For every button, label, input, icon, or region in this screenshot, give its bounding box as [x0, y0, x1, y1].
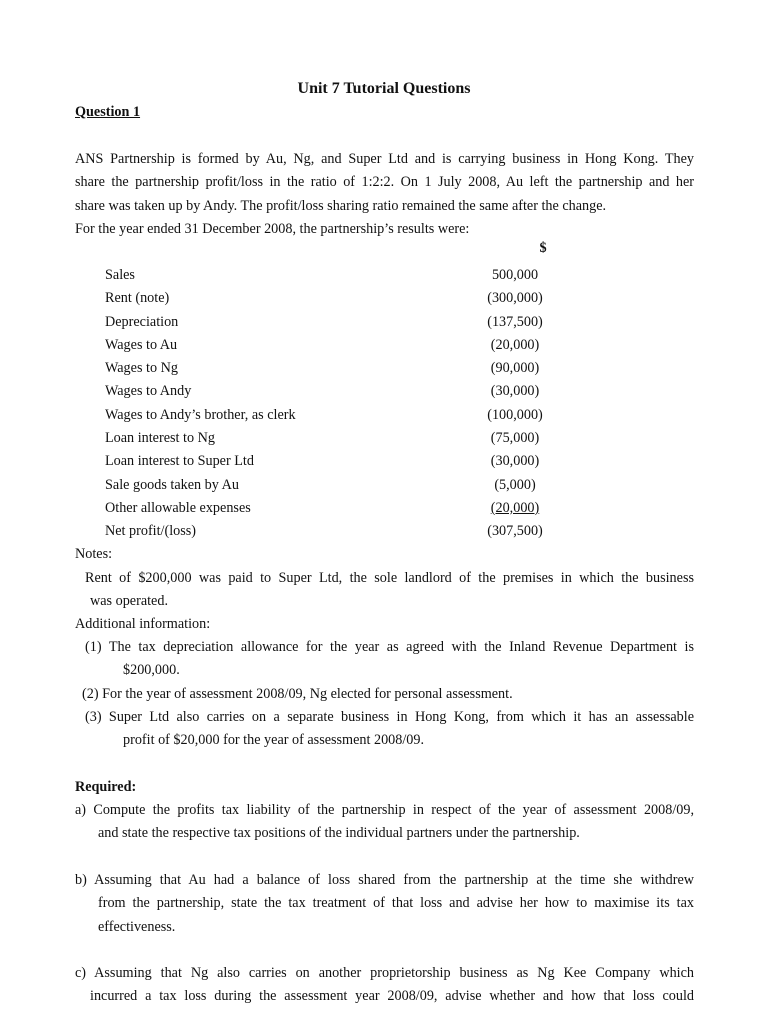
row-amount: (20,000)	[490, 336, 540, 353]
table-row	[105, 520, 575, 543]
table-row	[105, 334, 575, 357]
table-row	[105, 380, 575, 403]
row-item: Sale goods taken by Au	[105, 476, 239, 493]
additional-item-text: (1) The tax depreciation allowance for the year as agreed with the Inland Revenue Department is	[85, 639, 694, 655]
required-item-text: b) Assuming that Au had a balance of loss shared from the partnership at the time she withdrew	[75, 872, 694, 888]
row-amount-underlined: (20,000)	[490, 499, 540, 516]
row-amount: (300,000)	[487, 290, 543, 307]
table-row	[105, 287, 575, 310]
table-row	[105, 264, 575, 287]
table-row	[105, 427, 575, 450]
required-item-b	[75, 869, 694, 939]
additional-item-continuation: $200,000.	[123, 662, 180, 679]
results-table	[105, 264, 575, 544]
intro-paragraph	[75, 148, 694, 242]
required-item-a	[75, 799, 694, 846]
required-item-continuation: and state the respective tax positions of the individual partners under the partnership.	[98, 825, 580, 842]
additional-item-continuation: profit of $20,000 for the year of assessment 2008/09.	[123, 732, 425, 749]
required-item-c	[75, 962, 694, 1009]
table-row	[105, 474, 575, 497]
question-heading: Question 1	[75, 104, 141, 120]
notes-label: Notes:	[75, 546, 113, 562]
note-line: was operated.	[90, 593, 168, 610]
row-item: Wages to Ng	[105, 360, 178, 377]
row-amount: (75,000)	[490, 430, 540, 447]
row-amount: (307,500)	[487, 523, 543, 540]
table-row	[105, 497, 575, 520]
row-amount: 500,000	[491, 267, 539, 283]
required-item-continuation: from the partnership, state the tax treatment of that loss and advise her how to maximise its tax	[98, 895, 694, 912]
additional-info-label: Additional information:	[75, 616, 211, 632]
row-item: Other allowable expenses	[105, 499, 251, 516]
row-amount: (5,000)	[494, 476, 536, 493]
row-amount: (137,500)	[487, 313, 543, 330]
row-item: Wages to Au	[105, 336, 178, 353]
additional-item	[75, 683, 694, 706]
page-title: Unit 7 Tutorial Questions	[297, 80, 471, 97]
note-paragraph	[75, 567, 694, 614]
required-item-text: a) Compute the profits tax liability of the partnership in respect of the year of assessment 2008/09,	[75, 802, 694, 818]
table-row	[105, 404, 575, 427]
table-row	[105, 450, 575, 473]
required-label: Required:	[75, 779, 137, 795]
row-item: Net profit/(loss)	[105, 523, 197, 540]
currency-header: $	[539, 240, 547, 256]
required-item-continuation: effectiveness.	[98, 918, 176, 935]
required-item-text: c) Assuming that Ng also carries on another proprietorship business as Ng Kee Company which	[75, 965, 694, 981]
row-amount: (100,000)	[487, 406, 543, 423]
row-item: Wages to Andy	[105, 383, 192, 400]
row-item: Wages to Andy’s brother, as clerk	[105, 406, 296, 423]
row-amount: (30,000)	[490, 383, 540, 400]
row-amount	[455, 497, 575, 520]
additional-item-text: (3) Super Ltd also carries on a separate business in Hong Kong, from which it has an assessable	[85, 709, 694, 725]
row-item: Loan interest to Ng	[105, 430, 215, 447]
row-item: Loan interest to Super Ltd	[105, 453, 254, 470]
row-item: Sales	[105, 267, 135, 283]
row-amount: (30,000)	[490, 453, 540, 470]
intro-line: ANS Partnership is formed by Au, Ng, and Super Ltd and is carrying business in Hong Kong. They	[75, 151, 694, 167]
table-row	[105, 357, 575, 380]
intro-line: For the year ended 31 December 2008, the partnership’s results were:	[75, 221, 470, 238]
row-item: Depreciation	[105, 313, 179, 330]
row-amount: (90,000)	[490, 360, 540, 377]
intro-line: share the partnership profit/loss in the ratio of 1:2:2. On 1 July 2008, Au left the partnership and her	[75, 174, 694, 191]
table-row	[105, 311, 575, 334]
additional-item	[75, 636, 694, 683]
required-item-continuation: incurred a tax loss during the assessment year 2008/09, advise whether and how that loss could	[90, 988, 694, 1005]
row-item: Rent (note)	[105, 290, 170, 307]
intro-line: share was taken up by Andy. The profit/loss sharing ratio remained the same after the change.	[75, 197, 607, 214]
additional-item	[75, 706, 694, 753]
additional-item-text: (2) For the year of assessment 2008/09, Ng elected for personal assessment.	[82, 686, 513, 702]
note-line: Rent of $200,000 was paid to Super Ltd, the sole landlord of the premises in which the business	[85, 570, 694, 586]
